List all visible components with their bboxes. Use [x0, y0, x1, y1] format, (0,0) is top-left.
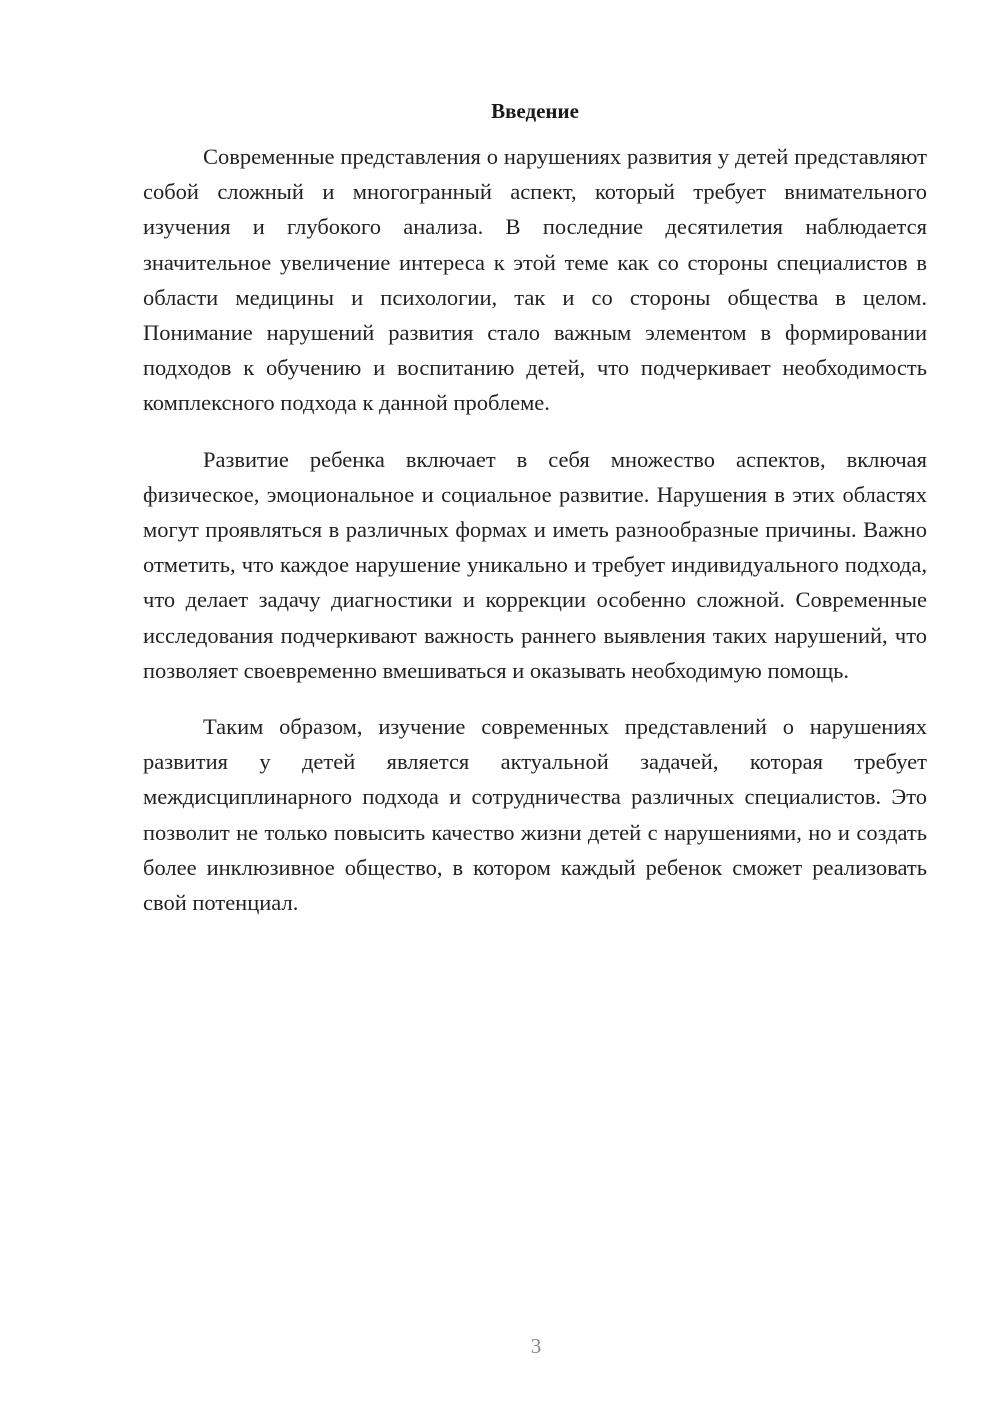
section-title: Введение	[491, 99, 579, 123]
paragraph-2: Развитие ребенка включает в себя множество аспектов, включая физическое, эмоциональное и социальное развитие. Нарушения в этих областях могут проявляться в различных формах и иметь разнообразные причины. Важно отметить, что каждое нарушение уникально и требует индивидуального подхода, что делает задачу диагностики и коррекции особенно сложной. Современные исследования подчеркивают важность раннего выявления таких нарушений, что позволяет своевременно вмешиваться и оказывать необходимую помощь.	[143, 446, 927, 683]
paragraph-3: Таким образом, изучение современных представлений о нарушениях развития у детей является актуальной задачей, которая требует междисциплинарного подхода и сотрудничества различных специалистов. Это позволит не только повысить качество жизни детей с нарушениями, но и создать более инклюзивное общество, в котором каждый ребенок сможет реализовать свой потенциал.	[143, 714, 927, 916]
paragraph-1: Современные представления о нарушениях развития у детей представляют собой сложный и многогранный аспект, который требует внимательного изучения и глубокого анализа. В последние десятилетия наблюдается значительное увеличение интереса к этой теме как со стороны специалистов в области медицины и психологии, так и со стороны общества в целом. Понимание нарушений развития стало важным элементом в формировании подходов к обучению и воспитанию детей, что подчеркивает необходимость комплексного подхода к данной проблеме.	[143, 144, 927, 416]
text-block	[143, 96, 927, 941]
page-number: 3	[530, 1334, 542, 1358]
